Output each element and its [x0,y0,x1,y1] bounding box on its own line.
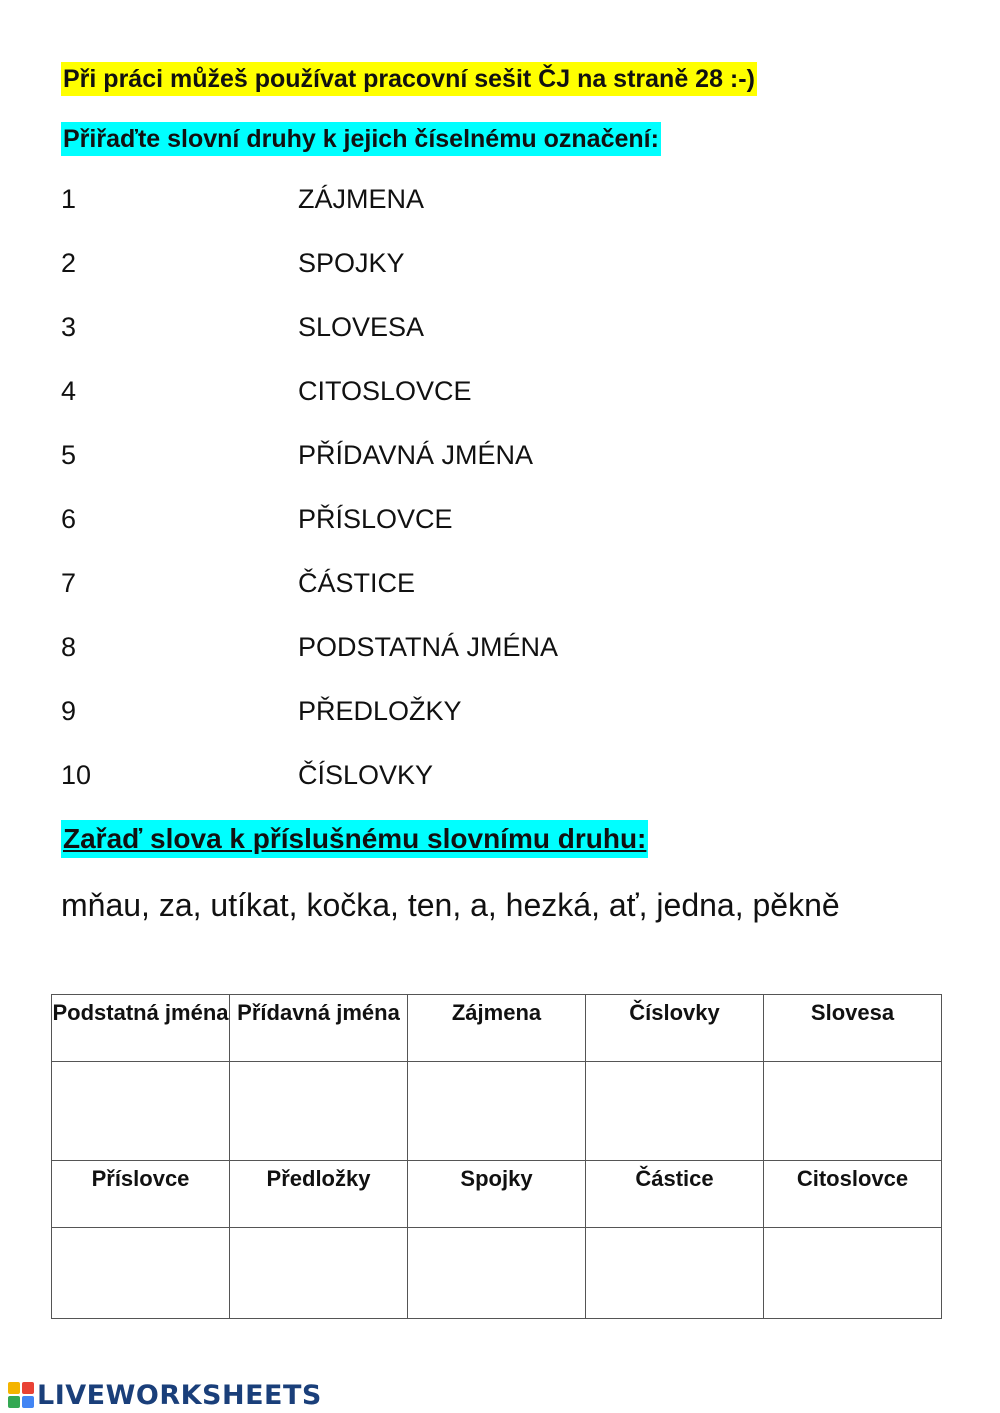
item-number: 6 [61,504,77,534]
item-number: 3 [61,312,77,342]
item-number: 8 [61,632,77,662]
drop-cell[interactable] [230,1228,408,1319]
item-number: 7 [61,568,77,598]
column-header: Částice [586,1161,764,1228]
drop-cell[interactable] [230,1062,408,1161]
item-label: PŘEDLOŽKY [298,696,462,726]
item-label: PŘÍSLOVCE [298,504,453,534]
answer-row [52,1062,942,1161]
logo-block [22,1396,34,1408]
sorting-table [51,994,942,1319]
item-label: SPOJKY [298,248,405,278]
item-label: CITOSLOVCE [298,376,472,406]
sorting-task-heading: Zařaď slova k příslušnému slovnímu druhu: [61,820,648,858]
answer-row [52,1228,942,1319]
drop-cell[interactable] [408,1228,586,1319]
item-number: 5 [61,440,77,470]
table-header-row [52,995,942,1062]
item-number: 4 [61,376,77,406]
column-header: Příslovce [52,1161,230,1228]
item-label: PŘÍDAVNÁ JMÉNA [298,440,534,470]
drop-cell[interactable] [586,1062,764,1161]
column-header: Přídavná jména [230,995,408,1062]
drop-cell[interactable] [408,1062,586,1161]
item-label: PODSTATNÁ JMÉNA [298,632,559,662]
table-header-row [52,1161,942,1228]
column-header: Předložky [230,1161,408,1228]
item-number: 9 [61,696,77,726]
word-bank: mňau, za, utíkat, kočka, ten, a, hezká, ať, jedna, pěkně [61,887,840,923]
logo-block [22,1382,34,1394]
column-header: Zájmena [408,995,586,1062]
item-number: 2 [61,248,77,278]
column-header: Podstatná jména [52,995,230,1062]
logo-block [8,1396,20,1408]
column-header: Slovesa [764,995,942,1062]
column-header: Spojky [408,1161,586,1228]
column-header: Číslovky [586,995,764,1062]
column-header: Citoslovce [764,1161,942,1228]
drop-cell[interactable] [586,1228,764,1319]
tip-instruction: Při práci můžeš používat pracovní sešit ČJ na straně 28 :-) [61,62,757,96]
item-number: 10 [61,760,92,790]
logo-blocks-icon [8,1382,34,1408]
item-label: ČÁSTICE [298,568,416,598]
matching-task-heading: Přiřaďte slovní druhy k jejich číselnému označení: [61,122,661,156]
drop-cell[interactable] [52,1062,230,1161]
drop-cell[interactable] [52,1228,230,1319]
item-label: SLOVESA [298,312,425,342]
logo-text: LIVEWORKSHEETS [37,1379,322,1411]
drop-cell[interactable] [764,1062,942,1161]
item-label: ZÁJMENA [298,184,425,214]
logo-block [8,1382,20,1394]
item-label: ČÍSLOVKY [298,760,434,790]
liveworksheets-logo[interactable] [8,1378,322,1412]
drop-cell[interactable] [764,1228,942,1319]
item-number: 1 [61,184,77,214]
